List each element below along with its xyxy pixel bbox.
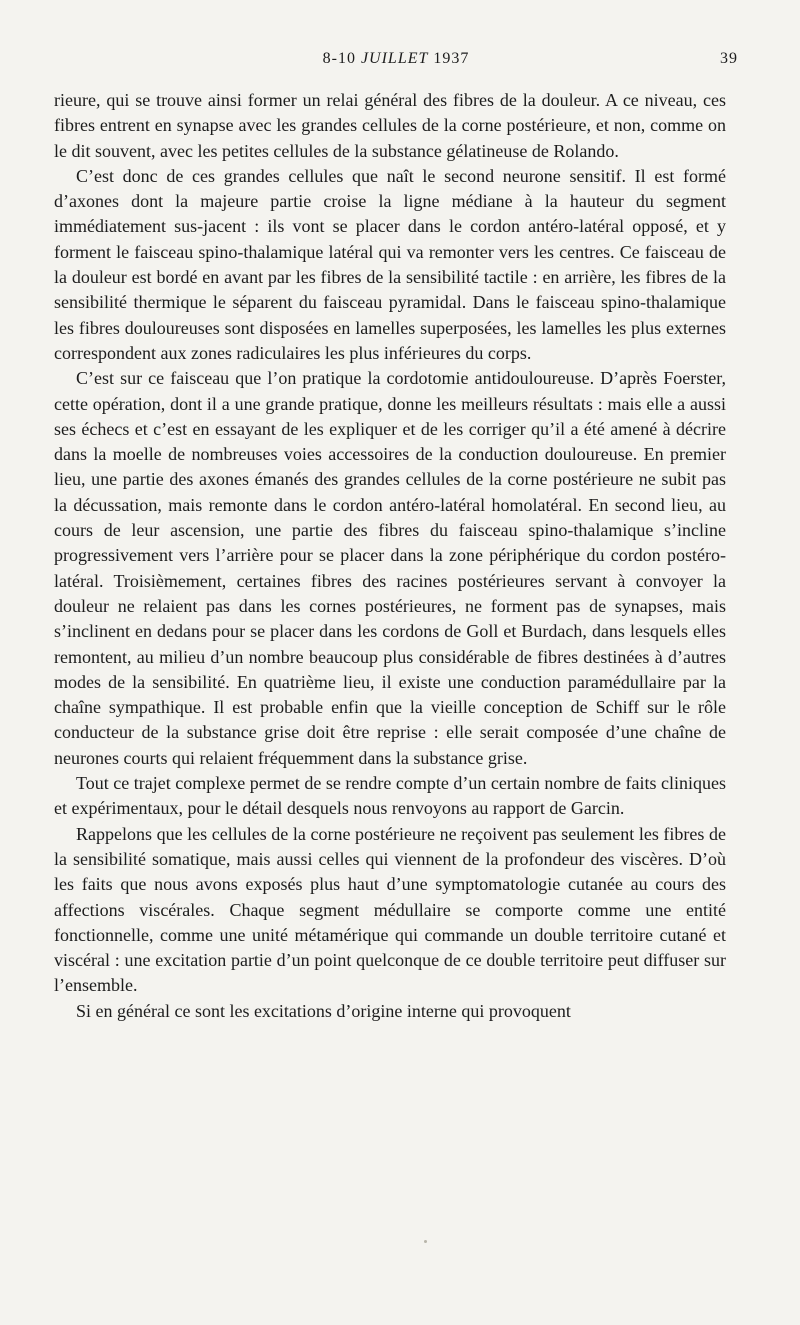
page-number: 39 — [720, 50, 738, 67]
body-text — [54, 88, 726, 1024]
paragraph: Si en général ce sont les excitations d’origine interne qui provoquent — [76, 1000, 571, 1021]
paragraph: Tout ce trajet complexe permet de se rendre compte d’un certain nombre de faits cliniques et expérimentaux, pour le détail desquels nous renvoyons au rapport de Garcin. — [54, 773, 726, 819]
running-title-month: JUILLET — [360, 50, 429, 67]
paragraph-continuation: rieure, qui se trouve ainsi former un relai général des fibres de la douleur. A ce niveau, ces fibres entrent en synapse avec les grandes cellules de la corne postérieure, et non, comme on le dit souvent, avec les petites cellules de la substance gélatineuse de Rolando. — [54, 90, 726, 161]
running-title — [54, 50, 738, 68]
paragraph: C’est sur ce faisceau que l’on pratique la cordotomie antidouloureuse. D’après Foerster, cette opération, dont il a une grande pratique, donne les meilleurs résultats : mais elle a aussi ses échecs et c’est en essayant de les expliquer et de les corriger qu’il a été amené à décrire dans la moelle de nombreuses voies accessoires de la conduction douloureuse. En premier lieu, une partie des axones émanés des grandes cellules de la corne postérieure ne subit pas la décussation, mais remonte dans le cordon antéro-latéral homolatéral. En second lieu, au cours de leur ascension, une partie des fibres du faisceau spino-thalamique s’incline progressivement vers l’arrière pour se placer dans la zone périphérique du cordon postéro-latéral. Troisièmement, certaines fibres des racines postérieures servant à convoyer la douleur ne relaient pas dans les cornes postérieures, ne forment pas de synapses, mais s’inclinent en dedans pour se placer dans les cordons de Goll et Burdach, dans lesquels elles remontent, au milieu d’un nombre beaucoup plus considérable de fibres destinées à d’autres modes de la sensibilité. En quatrième lieu, il existe une conduction paramédullaire par la chaîne sympathique. Il est probable enfin que la vieille conception de Schiff sur le rôle conducteur de la substance grise doit être reprise : elle serait composée d’une chaîne de neurones courts qui relaient fréquemment dans la substance grise. — [54, 368, 726, 768]
paragraph: Rappelons que les cellules de la corne postérieure ne reçoivent pas seulement les fibres de la sensibilité somatique, mais aussi celles qui viennent de la profondeur des viscères. D’où les faits que nous avons exposés plus haut d’une symptomatologie cutanée au cours des affections viscérales. Chaque segment médullaire se comporte comme une entité fonctionnelle, comme une unité métamérique qui commande un double territoire cutané et viscéral : une excitation partie d’un point quelconque de ce double territoire peut diffuser sur l’ensemble. — [54, 823, 726, 996]
running-title-prefix: 8-10 — [322, 50, 361, 67]
paragraph: C’est donc de ces grandes cellules que naît le second neurone sensitif. Il est formé d’axones dont la majeure partie croise la ligne médiane à la hauteur du segment immédiatement sus-jacent : ils vont se placer dans le cordon antéro-latéral opposé, et y forment le faisceau spino-thalamique latéral qui va remonter vers les centres. Ce faisceau de la douleur est bordé en avant par les fibres de la sensibilité tactile : en arrière, les fibres de la sensibilité thermique le séparent du faisceau pyramidal. Dans le faisceau spino-thalamique les fibres douloureuses sont disposées en lamelles superposées, les lamelles les plus externes correspondent aux zones radiculaires les plus inférieures du corps. — [54, 165, 726, 363]
ink-speck — [424, 1240, 427, 1243]
page-header — [54, 50, 738, 76]
running-title-year: 1937 — [428, 50, 470, 67]
